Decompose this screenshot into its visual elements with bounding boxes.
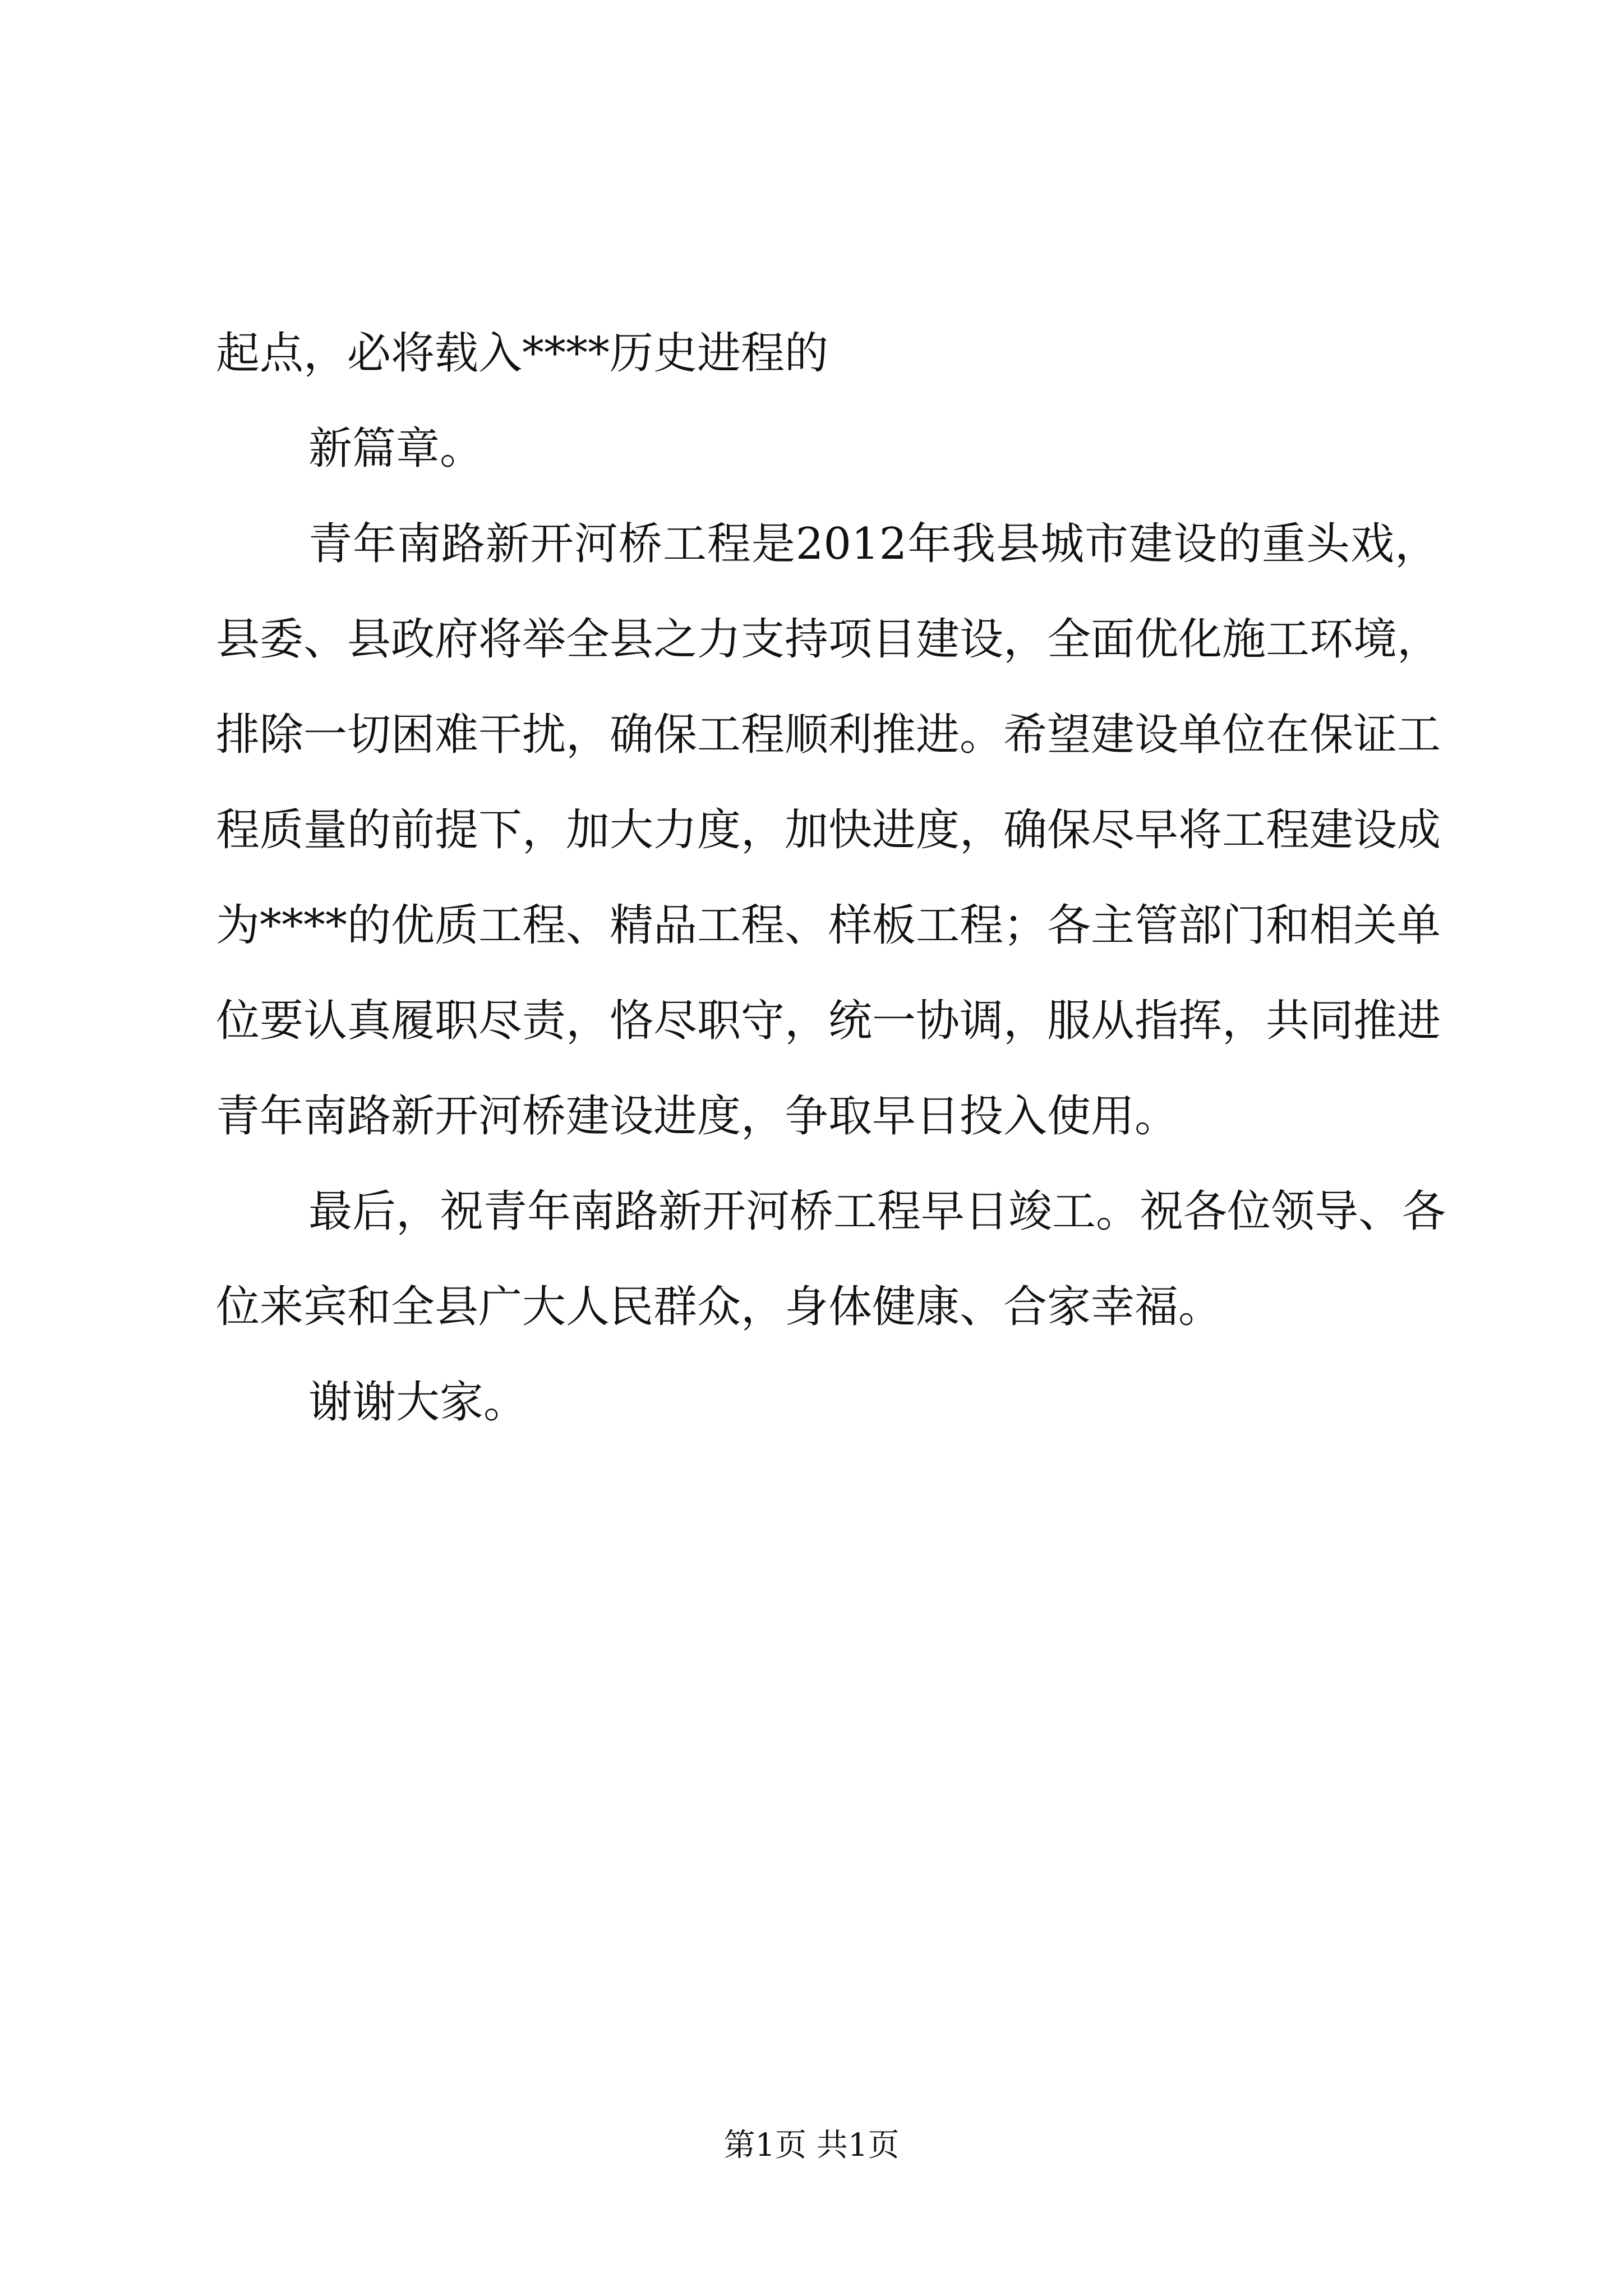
text-line: 县委、县政府将举全县之力支持项目建设，全面优化施工环境， [216, 614, 1441, 665]
paragraph-1 [216, 306, 1438, 401]
text-line: 位来宾和全县广大人民群众，身体健康、合家幸福。 [216, 1282, 1223, 1332]
text-line: 最后，祝青年南路新开河桥工程早日竣工。祝各位领导、各 [308, 1186, 1446, 1237]
text-line: 新篇章。 [308, 424, 484, 474]
text-line: 位要认真履职尽责，恪尽职守，统一协调，服从指挥，共同推进 [216, 996, 1441, 1046]
page-number: 第1页 共1页 [723, 2127, 900, 2164]
paragraph-3 [216, 496, 1441, 1164]
paragraph-4 [216, 1164, 1446, 1355]
paragraph-5 [216, 1355, 1438, 1450]
text-line: 青年南路新开河桥工程是2012年我县城市建设的重头戏， [308, 519, 1438, 569]
paragraph-2 [216, 401, 1438, 496]
text-line: 谢谢大家。 [308, 1377, 528, 1428]
text-line: 为****的优质工程、精品工程、样板工程；各主管部门和相关单 [216, 900, 1441, 951]
text-line: 程质量的前提下，加大力度，加快进度，确保尽早将工程建设成 [216, 805, 1441, 855]
document-body [216, 306, 1446, 1450]
text-line: 排除一切困难干扰，确保工程顺利推进。希望建设单位在保证工 [216, 710, 1441, 760]
text-line: 起点，必将载入****历史进程的 [216, 328, 829, 379]
page-footer [0, 2126, 1623, 2165]
text-line: 青年南路新开河桥建设进度，争取早日投入使用。 [216, 1091, 1179, 1142]
